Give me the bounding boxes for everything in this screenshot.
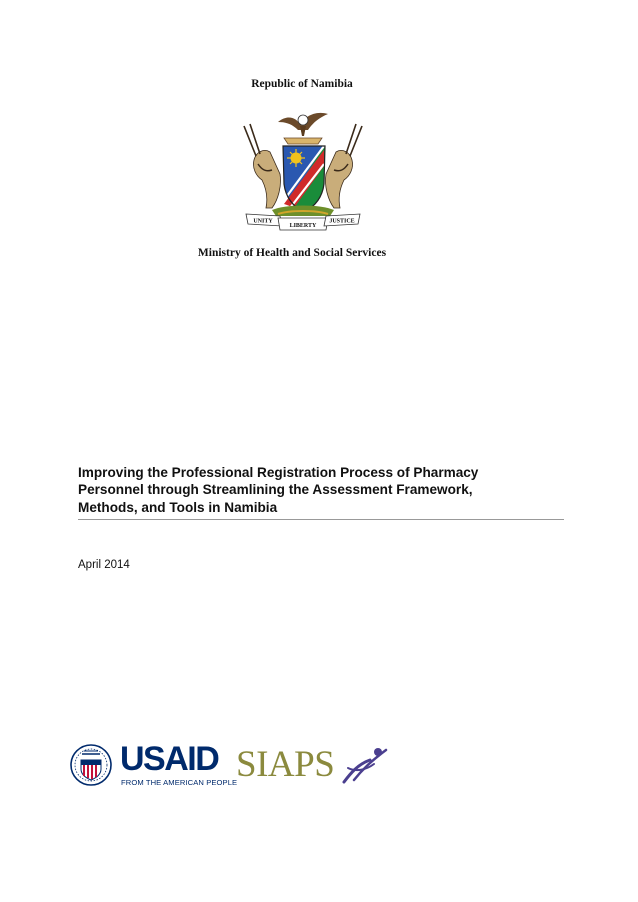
usaid-seal-icon xyxy=(70,742,112,788)
report-title-line: Personnel through Streamlining the Assessment Framework, xyxy=(78,482,473,498)
siaps-wordmark: SIAPS xyxy=(236,744,335,785)
motto-justice: JUSTICE xyxy=(329,218,355,225)
report-date: April 2014 xyxy=(78,559,130,571)
report-title xyxy=(78,464,558,516)
report-title-line: Improving the Professional Registration Process of Pharmacy xyxy=(78,465,479,480)
siaps-figure-icon xyxy=(340,746,390,786)
title-divider xyxy=(78,519,564,520)
motto-unity: UNITY xyxy=(253,218,273,225)
namibia-coat-of-arms-icon xyxy=(238,104,368,234)
country-name: Republic of Namibia xyxy=(251,78,353,90)
usaid-wordmark: USAID xyxy=(120,740,219,778)
motto-liberty: LIBERTY xyxy=(289,223,317,229)
usaid-tagline: FROM THE AMERICAN PEOPLE xyxy=(121,778,238,787)
ministry-name: Ministry of Health and Social Services xyxy=(197,247,387,259)
report-title-line: Methods, and Tools in Namibia xyxy=(78,499,278,515)
